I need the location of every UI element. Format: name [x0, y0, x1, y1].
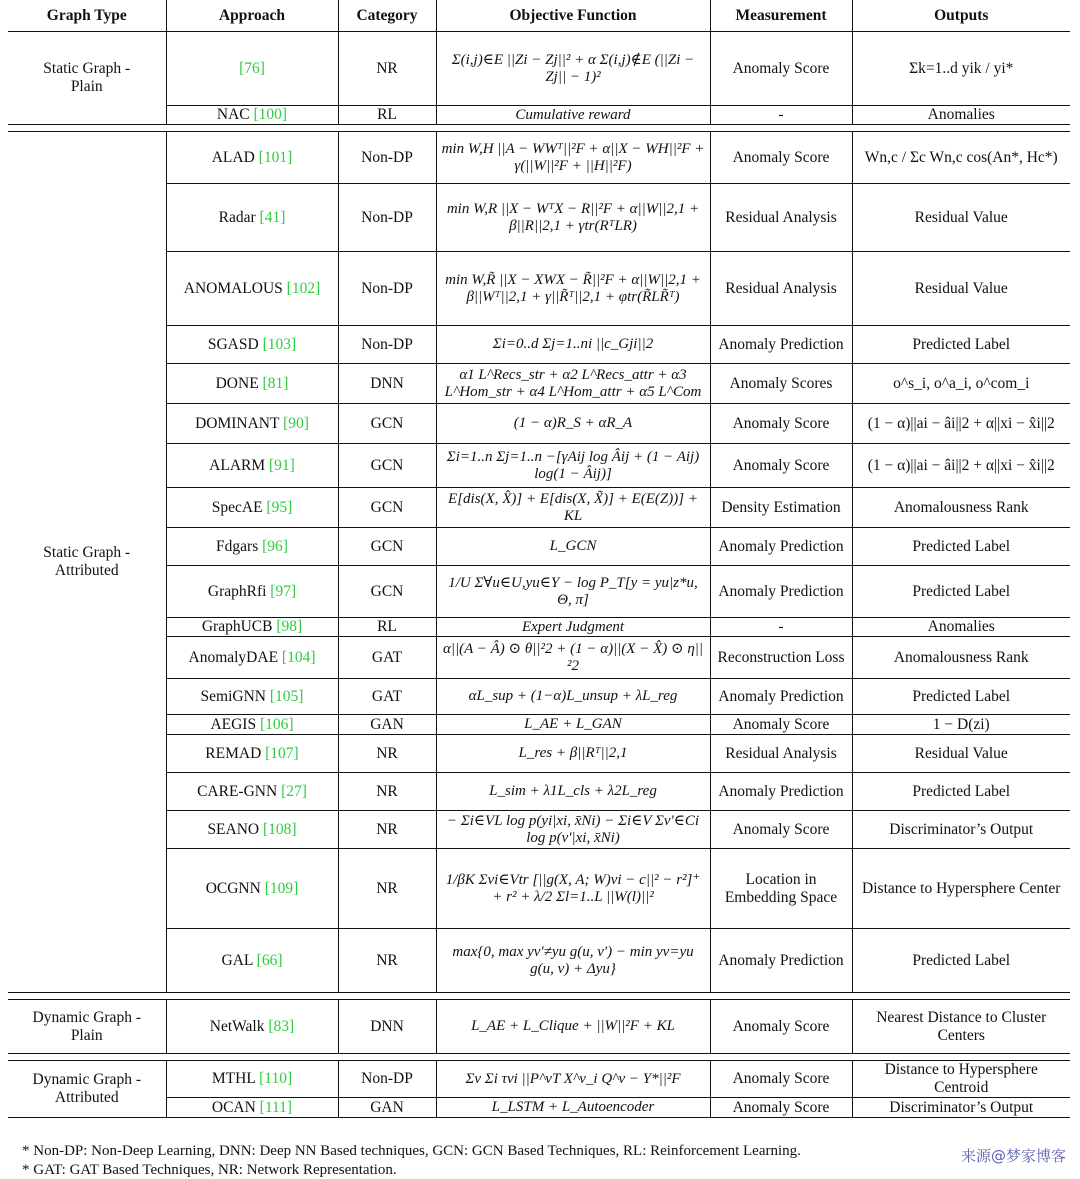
- measurement-cell: Residual Analysis: [710, 252, 852, 326]
- table-row: [8, 929, 1070, 993]
- citation-ref: [110]: [259, 1070, 293, 1087]
- approach-cell: [166, 106, 338, 125]
- objective-cell: L_sim + λ1L_cls + λ2L_reg: [436, 773, 710, 811]
- approach-cell: [166, 528, 338, 566]
- measurement-cell: Anomaly Score: [710, 404, 852, 444]
- outputs-cell: Predicted Label: [852, 566, 1070, 618]
- approach-name: NetWalk: [209, 1017, 269, 1035]
- approach-cell: [166, 715, 338, 735]
- approach-cell: [166, 1000, 338, 1054]
- objective-cell: L_GCN: [436, 528, 710, 566]
- citation-ref: [108]: [262, 820, 297, 838]
- graph-type-cell: Dynamic Graph - Attributed: [8, 1061, 166, 1118]
- objective-cell: 1/U Σ∀u∈U,yu∈Y − log P_T[y = yu|z*u, Θ, π]: [436, 566, 710, 618]
- table-row: [8, 488, 1070, 528]
- measurement-cell: Anomaly Prediction: [710, 929, 852, 993]
- table-row: [8, 184, 1070, 252]
- category-cell: GAN: [338, 1098, 436, 1118]
- measurement-cell: Anomaly Score: [710, 715, 852, 735]
- approach-name: MTHL: [211, 1070, 260, 1087]
- approach-cell: [166, 132, 338, 184]
- citation-ref: [81]: [262, 374, 289, 392]
- approach-cell: [166, 488, 338, 528]
- approach-cell: [166, 1061, 338, 1098]
- approach-cell: [166, 32, 338, 106]
- citation-ref: [102]: [286, 279, 321, 297]
- approach-name: Fdgars: [216, 537, 263, 555]
- table-row: [8, 566, 1070, 618]
- measurement-cell: Anomaly Score: [710, 444, 852, 488]
- measurement-cell: Anomaly Score: [710, 811, 852, 849]
- approach-cell: [166, 679, 338, 715]
- table-row: [8, 679, 1070, 715]
- approach-cell: [166, 1098, 338, 1118]
- measurement-cell: Residual Analysis: [710, 735, 852, 773]
- header-objective: Objective Function: [436, 0, 710, 32]
- approach-name: DONE: [215, 374, 263, 392]
- category-cell: GAT: [338, 679, 436, 715]
- outputs-cell: Predicted Label: [852, 326, 1070, 364]
- measurement-cell: Anomaly Prediction: [710, 326, 852, 364]
- category-cell: Non-DP: [338, 326, 436, 364]
- objective-cell: Σv Σi τvi ||P^vT X^v_i Q^v − Y*||²F: [436, 1061, 710, 1098]
- citation-ref: [109]: [264, 879, 299, 897]
- category-cell: RL: [338, 618, 436, 637]
- category-cell: GCN: [338, 566, 436, 618]
- category-cell: GAN: [338, 715, 436, 735]
- table-row: [8, 1061, 1070, 1098]
- citation-ref: [98]: [276, 618, 303, 635]
- table-row: [8, 773, 1070, 811]
- group-gap: [8, 1054, 1070, 1061]
- table-row: [8, 618, 1070, 637]
- approach-cell: [166, 929, 338, 993]
- outputs-cell: Σk=1..d yik / yi*: [852, 32, 1070, 106]
- footnote-2: * GAT: GAT Based Techniques, NR: Network Representation.: [22, 1162, 397, 1178]
- objective-cell: Σi=0..d Σj=1..ni ||c_Gji||2: [436, 326, 710, 364]
- measurement-cell: -: [710, 618, 852, 637]
- outputs-cell: Distance to Hypersphere Center: [852, 849, 1070, 929]
- table-row: [8, 32, 1070, 106]
- comparison-table: [8, 0, 1070, 1118]
- approach-name: Radar: [218, 208, 260, 226]
- objective-cell: L_AE + L_Clique + ||W||²F + KL: [436, 1000, 710, 1054]
- outputs-cell: Anomalousness Rank: [852, 488, 1070, 528]
- objective-cell: α1 L^Recs_str + α2 L^Recs_attr + α3 L^Hom_str + α4 L^Hom_attr + α5 L^Com: [436, 364, 710, 404]
- citation-ref: [103]: [262, 335, 297, 353]
- citation-ref: [107]: [265, 744, 299, 762]
- outputs-cell: Residual Value: [852, 735, 1070, 773]
- outputs-cell: Wn,c / Σc Wn,c cos(An*, Hc*): [852, 132, 1070, 184]
- objective-cell: 1/βK Σvi∈Vtr [||g(X, A; W)vi − c||² − r²]⁺ + r² + λ/2 Σl=1..L ||W(l)||²: [436, 849, 710, 929]
- category-cell: DNN: [338, 364, 436, 404]
- category-cell: Non-DP: [338, 184, 436, 252]
- table-row: [8, 811, 1070, 849]
- group-gap-cell: [8, 125, 1070, 132]
- group-gap-cell: [8, 993, 1070, 1000]
- measurement-cell: Anomaly Prediction: [710, 679, 852, 715]
- objective-cell: L_LSTM + L_Autoencoder: [436, 1098, 710, 1118]
- approach-name: DOMINANT: [195, 414, 284, 432]
- objective-cell: − Σi∈VL log p(yi|xi, x̄Ni) − Σi∈V Σv'∈Ci log p(v'|xi, x̄Ni): [436, 811, 710, 849]
- objective-cell: L_res + β||Rᵀ||2,1: [436, 735, 710, 773]
- table-body: [8, 32, 1070, 1119]
- citation-ref: [111]: [259, 1098, 293, 1116]
- table-row: [8, 637, 1070, 679]
- table-row: [8, 849, 1070, 929]
- table-row: [8, 1000, 1070, 1054]
- citation-ref: [41]: [259, 208, 286, 226]
- approach-cell: [166, 811, 338, 849]
- table-row: [8, 132, 1070, 184]
- approach-cell: [166, 637, 338, 679]
- category-cell: GCN: [338, 444, 436, 488]
- measurement-cell: Anomaly Score: [710, 132, 852, 184]
- graph-type-cell: Static Graph - Attributed: [8, 132, 166, 993]
- approach-name: OCAN: [211, 1098, 260, 1116]
- approach-cell: [166, 735, 338, 773]
- category-cell: NR: [338, 735, 436, 773]
- outputs-cell: Discriminator’s Output: [852, 811, 1070, 849]
- category-cell: NR: [338, 32, 436, 106]
- graph-type-cell: Static Graph - Plain: [8, 32, 166, 125]
- category-cell: Non-DP: [338, 132, 436, 184]
- measurement-cell: Anomaly Score: [710, 1098, 852, 1118]
- category-cell: NR: [338, 773, 436, 811]
- category-cell: DNN: [338, 1000, 436, 1054]
- approach-cell: [166, 773, 338, 811]
- measurement-cell: Density Estimation: [710, 488, 852, 528]
- approach-name: GraphRfi: [207, 582, 271, 600]
- table-row: [8, 715, 1070, 735]
- category-cell: RL: [338, 106, 436, 125]
- citation-ref: [90]: [283, 414, 309, 432]
- group-gap: [8, 125, 1070, 132]
- category-cell: NR: [338, 811, 436, 849]
- table-row: [8, 106, 1070, 125]
- outputs-cell: Distance to Hypersphere Centroid: [852, 1061, 1070, 1098]
- table-row: [8, 735, 1070, 773]
- header-category: Category: [338, 0, 436, 32]
- measurement-cell: Anomaly Score: [710, 32, 852, 106]
- watermark: 来源@梦家博客: [960, 1147, 1066, 1165]
- approach-cell: [166, 326, 338, 364]
- header-graph-type: Graph Type: [8, 0, 166, 32]
- outputs-cell: o^s_i, o^a_i, o^com_i: [852, 364, 1070, 404]
- outputs-cell: Residual Value: [852, 184, 1070, 252]
- header-approach: Approach: [166, 0, 338, 32]
- approach-cell: [166, 364, 338, 404]
- approach-name: SGASD: [207, 335, 263, 353]
- outputs-cell: Anomalies: [852, 106, 1070, 125]
- approach-cell: [166, 849, 338, 929]
- bottom-rule: [8, 1118, 1070, 1119]
- approach-name: CARE-GNN: [197, 782, 282, 800]
- outputs-cell: (1 − α)||ai − âi||2 + α||xi − x̂i||2: [852, 444, 1070, 488]
- objective-cell: (1 − α)R_S + αR_A: [436, 404, 710, 444]
- objective-cell: L_AE + L_GAN: [436, 715, 710, 735]
- citation-ref: [96]: [262, 537, 288, 555]
- measurement-cell: -: [710, 106, 852, 125]
- objective-cell: min W,H ||A − WWᵀ||²F + α||X − WH||²F + γ(||W||²F + ||H||²F): [436, 132, 710, 184]
- header-outputs: Outputs: [852, 0, 1070, 32]
- measurement-cell: Residual Analysis: [710, 184, 852, 252]
- table-row: [8, 1098, 1070, 1118]
- approach-name: AnomalyDAE: [188, 648, 282, 666]
- approach-name: ALAD: [211, 148, 259, 166]
- approach-name: SEANO: [207, 820, 263, 838]
- approach-cell: [166, 566, 338, 618]
- citation-ref: [105]: [269, 687, 304, 705]
- objective-cell: min W,R ||X − WᵀX − R||²F + α||W||2,1 + β||R||2,1 + γtr(RᵀLR): [436, 184, 710, 252]
- outputs-cell: Residual Value: [852, 252, 1070, 326]
- group-gap-cell: [8, 1054, 1070, 1061]
- footnote-1: * Non-DP: Non-Deep Learning, DNN: Deep NN Based techniques, GCN: GCN Based Techniques, RL: Reinforcement Learning.: [22, 1143, 801, 1159]
- header-row: [8, 0, 1070, 32]
- table-row: [8, 252, 1070, 326]
- bottom-rule-cell: [8, 1118, 1070, 1119]
- outputs-cell: Discriminator’s Output: [852, 1098, 1070, 1118]
- citation-ref: [27]: [281, 782, 307, 800]
- citation-ref: [104]: [281, 648, 316, 666]
- objective-cell: Σ(i,j)∈E ||Zi − Zj||² + α Σ(i,j)∉E (||Zi − Zj|| − 1)²: [436, 32, 710, 106]
- citation-ref: [76]: [239, 59, 265, 77]
- measurement-cell: Location in Embedding Space: [710, 849, 852, 929]
- graph-type-cell: Dynamic Graph - Plain: [8, 1000, 166, 1054]
- approach-name: SpecAE: [211, 498, 267, 516]
- approach-name: REMAD: [205, 744, 266, 762]
- measurement-cell: Anomaly Prediction: [710, 528, 852, 566]
- approach-name: OCGNN: [205, 879, 265, 897]
- approach-name: ANOMALOUS: [183, 279, 287, 297]
- approach-name: SemiGNN: [200, 687, 270, 705]
- table-row: [8, 364, 1070, 404]
- approach-cell: [166, 252, 338, 326]
- measurement-cell: Anomaly Prediction: [710, 773, 852, 811]
- group-gap: [8, 993, 1070, 1000]
- measurement-cell: Anomaly Scores: [710, 364, 852, 404]
- category-cell: NR: [338, 929, 436, 993]
- outputs-cell: 1 − D(zi): [852, 715, 1070, 735]
- objective-cell: min W,R̃ ||X − XWX − R̃||²F + α||W||2,1 + β||Wᵀ||2,1 + γ||R̃ᵀ||2,1 + φtr(R̃LR̃ᵀ): [436, 252, 710, 326]
- objective-cell: αL_sup + (1−α)L_unsup + λL_reg: [436, 679, 710, 715]
- category-cell: GAT: [338, 637, 436, 679]
- approach-name: ALARM: [209, 456, 270, 474]
- table-row: [8, 404, 1070, 444]
- table-row: [8, 444, 1070, 488]
- approach-cell: [166, 404, 338, 444]
- measurement-cell: Anomaly Score: [710, 1000, 852, 1054]
- outputs-cell: Predicted Label: [852, 528, 1070, 566]
- approach-name: NAC: [216, 106, 254, 123]
- citation-ref: [100]: [253, 106, 288, 123]
- category-cell: GCN: [338, 528, 436, 566]
- citation-ref: [66]: [256, 951, 283, 969]
- objective-cell: E[dis(X, X̂)] + E[dis(X, X̃)] + E(E(Z))] + KL: [436, 488, 710, 528]
- outputs-cell: Predicted Label: [852, 773, 1070, 811]
- citation-ref: [106]: [259, 715, 294, 733]
- measurement-cell: Anomaly Score: [710, 1061, 852, 1098]
- approach-name: GraphUCB: [201, 618, 277, 635]
- measurement-cell: Reconstruction Loss: [710, 637, 852, 679]
- objective-cell: Cumulative reward: [436, 106, 710, 125]
- category-cell: GCN: [338, 404, 436, 444]
- category-cell: Non-DP: [338, 1061, 436, 1098]
- approach-name: AEGIS: [210, 715, 260, 733]
- table-row: [8, 528, 1070, 566]
- citation-ref: [101]: [258, 148, 293, 166]
- table-row: [8, 326, 1070, 364]
- citation-ref: [83]: [268, 1017, 295, 1035]
- category-cell: GCN: [338, 488, 436, 528]
- citation-ref: [97]: [270, 582, 297, 600]
- citation-ref: [95]: [266, 498, 293, 516]
- objective-cell: max{0, max yv'≠yu g(u, v') − min yv=yu g(u, v) + Δyu}: [436, 929, 710, 993]
- outputs-cell: Predicted Label: [852, 929, 1070, 993]
- outputs-cell: (1 − α)||ai − âi||2 + α||xi − x̂i||2: [852, 404, 1070, 444]
- approach-cell: [166, 444, 338, 488]
- approach-cell: [166, 618, 338, 637]
- outputs-cell: Anomalies: [852, 618, 1070, 637]
- approach-name: GAL: [221, 951, 257, 969]
- approach-cell: [166, 184, 338, 252]
- outputs-cell: Anomalousness Rank: [852, 637, 1070, 679]
- outputs-cell: Nearest Distance to Cluster Centers: [852, 1000, 1070, 1054]
- objective-cell: Expert Judgment: [436, 618, 710, 637]
- citation-ref: [91]: [269, 456, 295, 474]
- category-cell: Non-DP: [338, 252, 436, 326]
- measurement-cell: Anomaly Prediction: [710, 566, 852, 618]
- category-cell: NR: [338, 849, 436, 929]
- objective-cell: α||(A − Â) ⊙ θ||²2 + (1 − α)||(X − X̂) ⊙ η||²2: [436, 637, 710, 679]
- header-measurement: Measurement: [710, 0, 852, 32]
- objective-cell: Σi=1..n Σj=1..n −[γAij log Âij + (1 − Aij) log(1 − Âij)]: [436, 444, 710, 488]
- outputs-cell: Predicted Label: [852, 679, 1070, 715]
